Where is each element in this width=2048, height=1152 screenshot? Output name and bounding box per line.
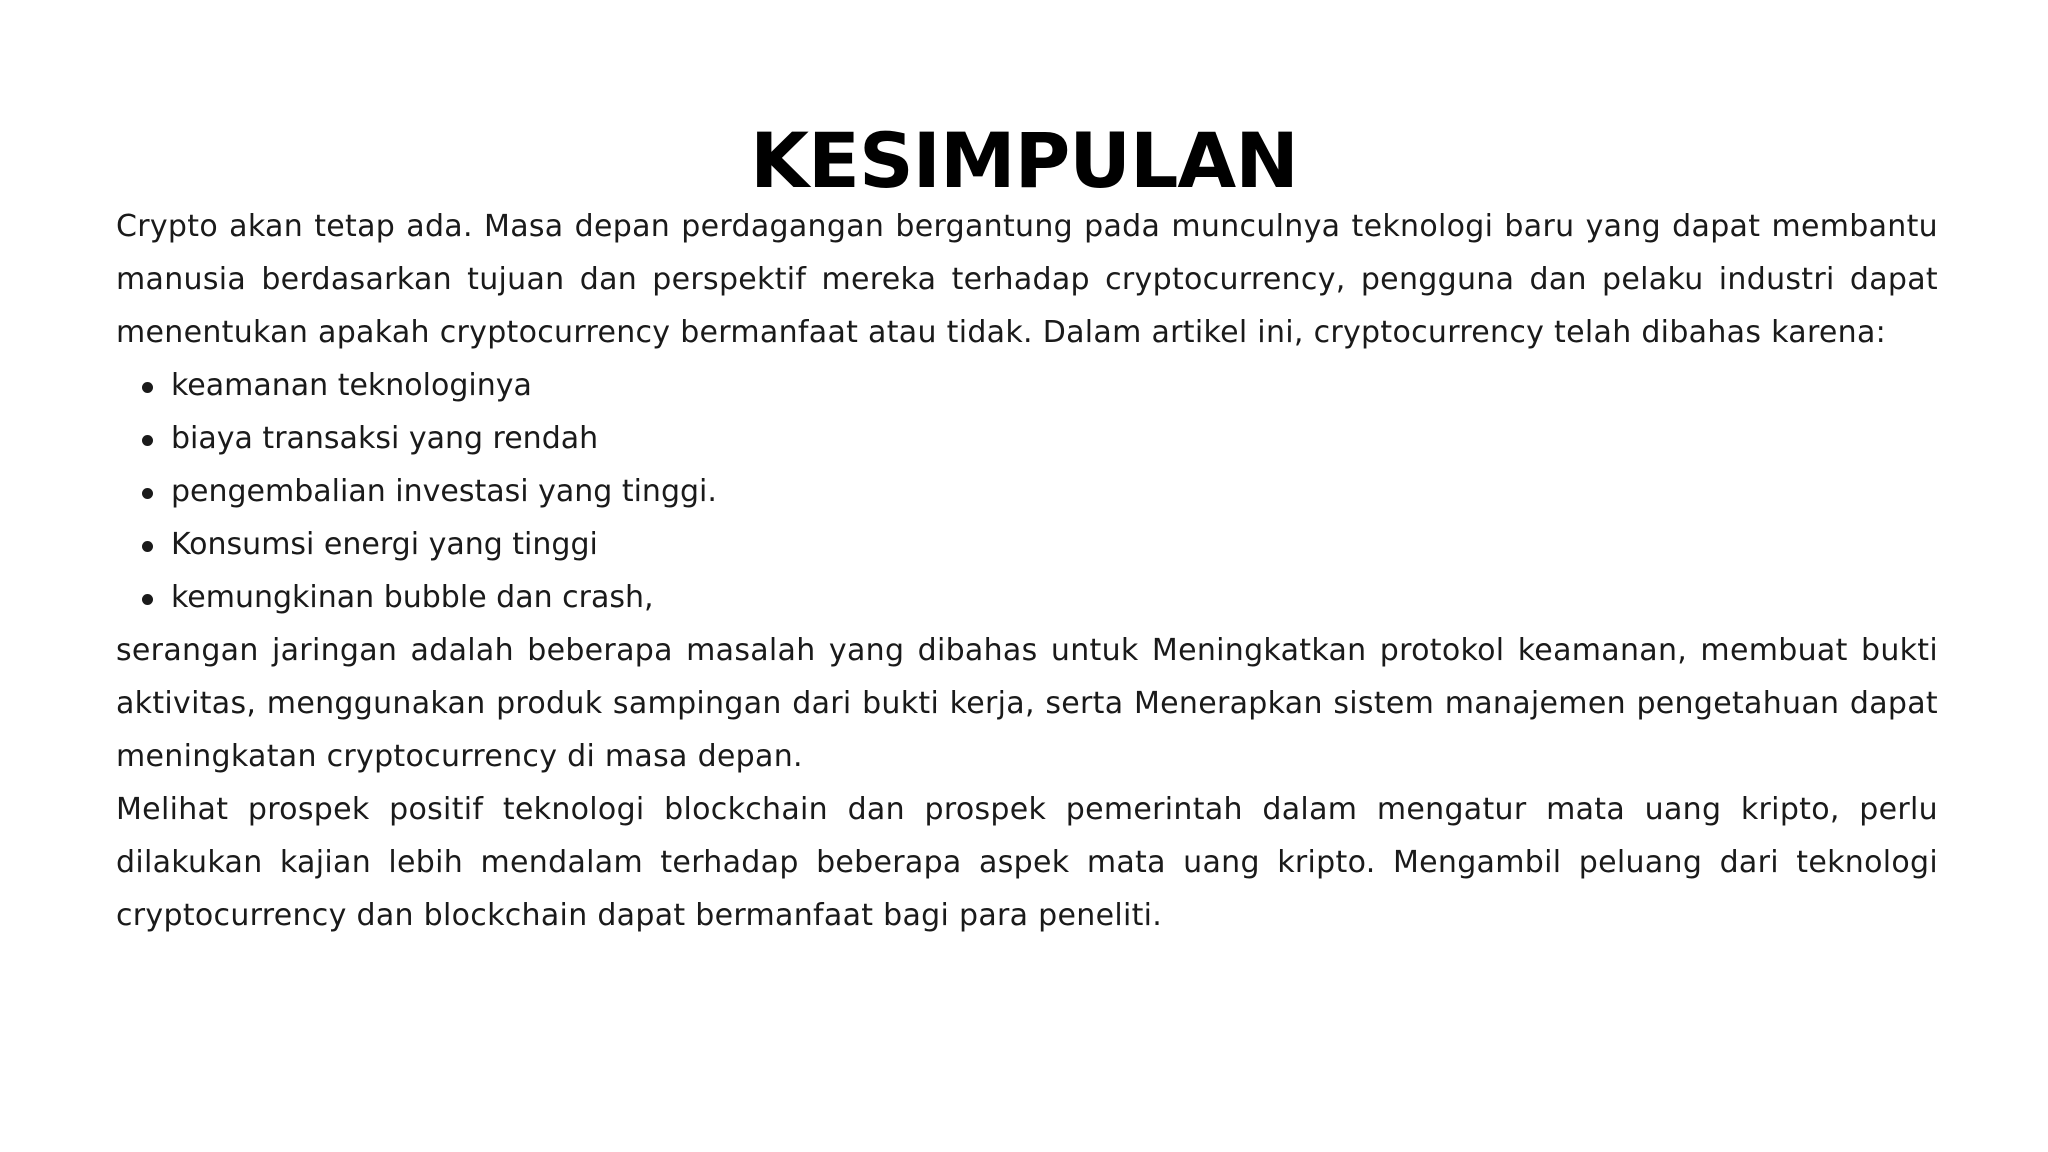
third-paragraph: Melihat prospek positif teknologi blockchain dan prospek pemerintah dalam mengatur mata uang kripto, perlu dilakukan kajian lebih mendalam terhadap beberapa aspek mata uang kripto. Mengambil peluang dari teknologi cryptocurrency dan blockchain dapat bermanfaat bagi para peneliti. [116, 792, 1938, 933]
list-item [116, 571, 1938, 624]
slide-body [116, 200, 1938, 942]
slide-title: KESIMPULAN [750, 116, 1298, 205]
intro-paragraph: Crypto akan tetap ada. Masa depan perdagangan bergantung pada munculnya teknologi baru yang dapat membantu manusia berdasarkan tujuan dan perspektif mereka terhadap cryptocurrency, pengguna dan pelaku industri dapat menentukan apakah cryptocurrency bermanfaat atau tidak. Dalam artikel ini, cryptocurrency telah dibahas karena: [116, 209, 1938, 350]
list-item-text: pengembalian investasi yang tinggi. [171, 474, 717, 509]
bullet-icon [142, 594, 153, 605]
bullet-icon [142, 541, 153, 552]
bullet-icon [142, 488, 153, 499]
list-item-text: biaya transaksi yang rendah [171, 421, 599, 456]
list-item-text: kemungkinan bubble dan crash, [171, 580, 654, 615]
reasons-list [116, 359, 1938, 624]
list-item-text: Konsumsi energi yang tinggi [171, 527, 598, 562]
list-item [116, 465, 1938, 518]
list-item [116, 359, 1938, 412]
bullet-icon [142, 382, 153, 393]
list-item [116, 518, 1938, 571]
bullet-icon [142, 435, 153, 446]
list-item [116, 412, 1938, 465]
list-item-text: keamanan teknologinya [171, 368, 532, 403]
second-paragraph: serangan jaringan adalah beberapa masalah yang dibahas untuk Meningkatkan protokol keamanan, membuat bukti aktivitas, menggunakan produk sampingan dari bukti kerja, serta Menerapkan sistem manajemen pengetahuan dapat meningkatan cryptocurrency di masa depan. [116, 633, 1938, 774]
